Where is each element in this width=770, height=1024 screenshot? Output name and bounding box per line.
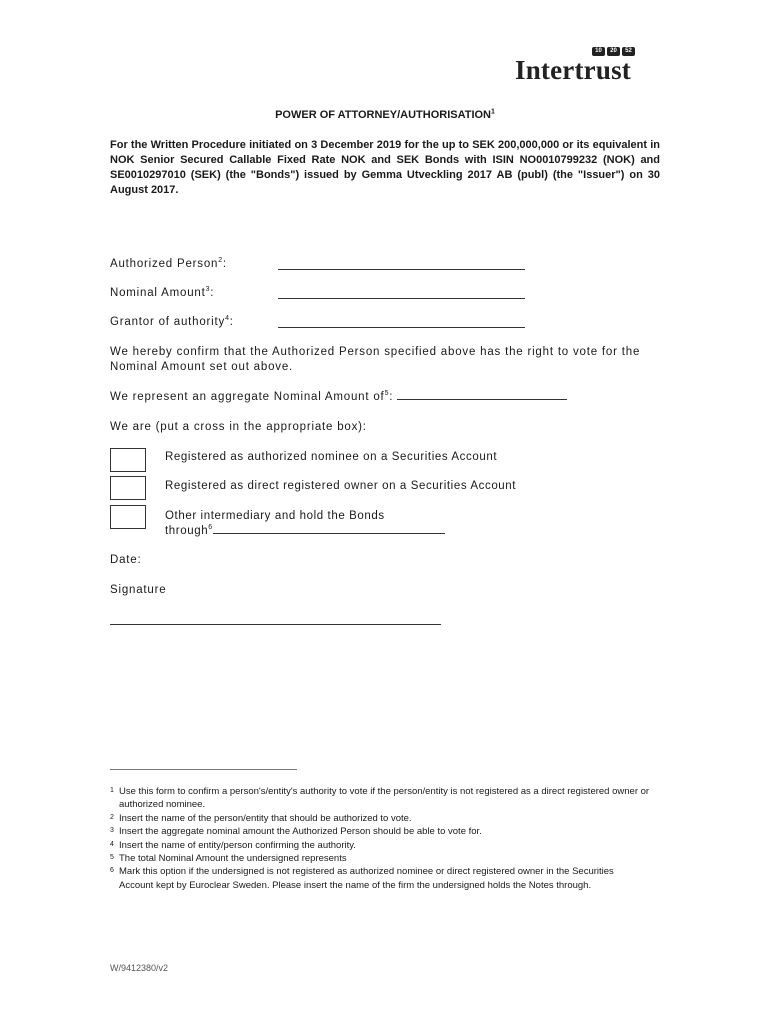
logo-badge: 52 [622,47,635,56]
footnote: 4 Insert the name of entity/person confirming the authority. [110,839,356,851]
authorized-person-label: Authorized Person$^2$: [110,257,227,270]
selection-instruction: We are (put a cross in the appropriate box): [110,421,367,433]
footnote-ref: 1 [491,108,495,116]
nominee-option-label: Registered as authorized nominee on a Securities Account [165,451,498,463]
intermediary-field[interactable] [213,532,445,534]
other-intermediary-checkbox[interactable] [110,505,146,529]
footnotes [110,785,650,892]
confirmation-paragraph: We hereby confirm that the Authorized Person specified above has the right to vote for the Nominal Amount set out above. [110,346,641,373]
authorized-person-field[interactable] [278,269,525,270]
footnote: 3 Insert the aggregate nominal amount the Authorized Person should be able to vote for. [110,826,482,838]
footnote: 5 The total Nominal Amount the undersigned represents [110,853,347,865]
footnote-ref: 5 [384,390,390,398]
date-label: Date: [110,554,142,566]
direct-owner-checkbox[interactable] [110,476,146,500]
logo-badge: 20 [607,47,620,56]
footnote: 6 Mark this option if the undersigned is not registered as authorized nominee or direct registered owner in the Securities Account kept by Euroclear Sweden. Please insert the name of the firm the undersigned holds the Notes through. [110,866,614,891]
footnote: 1 Use this form to confirm a person's/entity's authority to vote if the person/entity is not registered as a direct registered owner or authorized nominee. [110,786,650,811]
footnote: 2 Insert the name of the person/entity that should be authorized to vote. [110,812,412,824]
intro-paragraph: For the Written Procedure initiated on 3 December 2019 for the up to SEK 200,000,000 or its equivalent in NOK Senior Secured Callable Fixed Rate NOK and SEK Bonds with ISIN NO0010799232 (NOK) and SE0010297010 (SEK) (the "Bonds") issued by Gemma Utveckling 2017 AB (publ) (the "Issuer") on 30 August 2017. [110,139,660,196]
company-logo: Intertrust [515,55,631,85]
aggregate-amount-label: We represent an aggregate Nominal Amount $of^5$: [110,390,567,405]
footnote-ref: 3 [205,286,211,294]
direct-owner-option-label: Registered as direct registered owner on a Securities Account [165,480,517,492]
nominal-amount-field[interactable] [278,298,525,299]
grantor-of-authority-label: Grantor of authority$^4$: [110,315,234,328]
title-text: POWER OF ATTORNEY/AUTHORISATION [275,109,492,121]
footnote-ref: 2 [218,257,223,265]
footnote-divider [110,769,297,770]
logo-badge: 10 [592,47,605,56]
aggregate-amount-field[interactable] [397,398,567,400]
footnote-ref: 4 [225,315,230,323]
footnote-ref: 6 [208,524,213,532]
signature-field[interactable] [110,624,441,625]
grantor-of-authority-field[interactable] [278,327,525,328]
nominee-checkbox[interactable] [110,448,146,472]
document-title [0,109,770,121]
document-reference: W/9412380/v2 [110,963,169,973]
other-intermediary-option-label: Other intermediary and hold the Bonds through$^6$ [165,509,445,539]
signature-label: Signature [110,584,167,596]
nominal-amount-label: Nominal Amount$^3$: [110,286,215,299]
